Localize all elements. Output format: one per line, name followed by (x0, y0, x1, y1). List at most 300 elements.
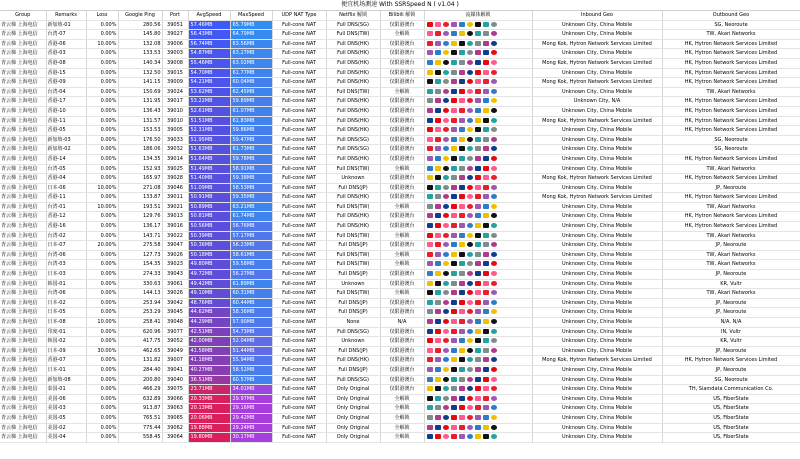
streaming-service-icon (435, 434, 441, 439)
cell-bilibili: 全解锁 (380, 231, 424, 241)
cell-inbound-geo: Unknown City, China Mobile (532, 385, 662, 395)
cell-remarks: 台湾-02 (46, 231, 86, 241)
streaming-service-icon (435, 348, 441, 353)
cell-loss: 0.00% (86, 106, 118, 116)
streaming-service-icon (443, 137, 449, 142)
streaming-service-icon (459, 89, 465, 94)
cell-outbound-geo: TW, Akari Networks (662, 202, 800, 212)
cell-streaming (424, 356, 532, 366)
streaming-service-icon (491, 386, 497, 391)
cell-port: 39064 (162, 433, 188, 443)
streaming-service-icon (443, 194, 449, 199)
streaming-service-icon (427, 70, 433, 75)
streaming-service-icon (483, 60, 489, 65)
streaming-service-icon (491, 271, 497, 276)
streaming-service-icon (427, 386, 433, 391)
streaming-service-icon (475, 367, 481, 372)
cell-loss: 0.00% (86, 164, 118, 174)
table-row (0, 260, 800, 270)
cell-ping: 141.15 (118, 78, 162, 88)
cell-loss: 0.00% (86, 97, 118, 107)
streaming-service-icon (435, 415, 441, 420)
cell-max-speed: 61.07MB (230, 106, 272, 116)
streaming-service-icon (443, 175, 449, 180)
streaming-service-icon (483, 41, 489, 46)
cell-streaming (424, 58, 532, 68)
streaming-service-icon (483, 50, 489, 55)
streaming-service-icon (491, 137, 497, 142)
cell-streaming (424, 135, 532, 145)
cell-port: 39065 (162, 413, 188, 423)
streaming-service-icon (451, 223, 457, 228)
col-header-udp-nat-type: UDP NAT Type (272, 11, 326, 20)
cell-inbound-geo: Unknown City, China Mobile (532, 298, 662, 308)
cell-remarks: 香港-05 (46, 126, 86, 136)
streaming-service-icon (467, 338, 473, 343)
table-row (0, 154, 800, 164)
cell-outbound-geo: HK, Hytron Network Services Limited (662, 49, 800, 59)
streaming-service-icon (491, 405, 497, 410)
streaming-service-icon (435, 98, 441, 103)
streaming-service-icon (467, 415, 473, 420)
streaming-service-icon (475, 213, 481, 218)
streaming-service-icon (427, 137, 433, 142)
cell-max-speed: 30.17MB (230, 433, 272, 443)
cell-group: 青云梯 上海电信 (0, 279, 46, 289)
table-row (0, 174, 800, 184)
cell-port: 39013 (162, 212, 188, 222)
cell-bilibili: 仅限港澳台 (380, 222, 424, 232)
cell-inbound-geo: Unknown City, China Mobile (532, 164, 662, 174)
streaming-service-icon (467, 22, 473, 27)
streaming-service-icon (467, 396, 473, 401)
cell-bilibili: 全解锁 (380, 87, 424, 97)
cell-avg-speed: 49.10MB (188, 289, 230, 299)
streaming-service-icon (427, 281, 433, 286)
streaming-service-icon (491, 194, 497, 199)
streaming-service-icon (443, 329, 449, 334)
streaming-service-icon (443, 348, 449, 353)
streaming-service-icon (483, 309, 489, 314)
cell-group: 青云梯 上海电信 (0, 106, 46, 116)
cell-netflix: Unknown (326, 279, 380, 289)
streaming-service-icon (459, 300, 465, 305)
cell-max-speed: 59.38MB (230, 174, 272, 184)
cell-bilibili: 仅限港澳台 (380, 135, 424, 145)
cell-outbound-geo: HK, Hytron Network Services Limited (662, 126, 800, 136)
streaming-service-icon (467, 357, 473, 362)
streaming-service-icon (435, 377, 441, 382)
streaming-service-icon (467, 386, 473, 391)
streaming-service-icon (491, 434, 497, 439)
cell-ping: 775.44 (118, 423, 162, 433)
cell-bilibili: 仅限港澳台 (380, 116, 424, 126)
cell-port: 39048 (162, 318, 188, 328)
streaming-service-icon (467, 146, 473, 151)
streaming-service-icon (459, 252, 465, 257)
streaming-service-icon (435, 242, 441, 247)
cell-inbound-geo: Unknown City, China Mobile (532, 260, 662, 270)
streaming-service-icon (459, 166, 465, 171)
cell-avg-speed: 20.13MB (188, 404, 230, 414)
cell-netflix: Full DNS(JP) (326, 270, 380, 280)
cell-max-speed: 58.61MB (230, 250, 272, 260)
cell-nat-type: Full-cone NAT (272, 250, 326, 260)
table-row (0, 298, 800, 308)
cell-bilibili: 仅限港澳台 (380, 308, 424, 318)
cell-ping: 143.71 (118, 231, 162, 241)
streaming-service-icon (467, 175, 473, 180)
cell-bilibili: 仅限港澳台 (380, 20, 424, 30)
streaming-service-icon (491, 242, 497, 247)
cell-group: 青云梯 上海电信 (0, 39, 46, 49)
cell-loss: 0.00% (86, 126, 118, 136)
streaming-service-icon (475, 204, 481, 209)
cell-nat-type: Full-cone NAT (272, 356, 326, 366)
streaming-service-icon (443, 252, 449, 257)
cell-group: 青云梯 上海电信 (0, 174, 46, 184)
cell-max-speed: 59.89MB (230, 97, 272, 107)
streaming-service-icon (451, 242, 457, 247)
cell-max-speed: 29.97MB (230, 394, 272, 404)
table-row (0, 145, 800, 155)
cell-avg-speed: 50.18MB (188, 250, 230, 260)
cell-port: 39007 (162, 356, 188, 366)
cell-bilibili: 仅限港澳台 (380, 327, 424, 337)
cell-max-speed: 58.36MB (230, 308, 272, 318)
streaming-service-icon (443, 357, 449, 362)
streaming-service-icon (427, 41, 433, 46)
streaming-service-icon (475, 396, 481, 401)
streaming-service-icon (459, 60, 465, 65)
cell-outbound-geo: SG, Neoroute (662, 20, 800, 30)
streaming-service-icon (451, 329, 457, 334)
cell-avg-speed: 51.63MB (188, 145, 230, 155)
streaming-service-icon (451, 425, 457, 430)
cell-netflix: Only Original (326, 394, 380, 404)
streaming-service-icon (491, 300, 497, 305)
cell-streaming (424, 423, 532, 433)
cell-max-speed: 59.47MB (230, 135, 272, 145)
cell-ping: 253.94 (118, 298, 162, 308)
cell-outbound-geo: JP, Neoroute (662, 270, 800, 280)
col-header-remarks: Remarks (46, 11, 86, 20)
cell-remarks: 香港-09 (46, 78, 86, 88)
table-row (0, 183, 800, 193)
streaming-service-icon (451, 31, 457, 36)
table-row (0, 106, 800, 116)
cell-loss: 10.00% (86, 183, 118, 193)
streaming-service-icon (435, 194, 441, 199)
streaming-service-icon (491, 233, 497, 238)
cell-nat-type: Full-cone NAT (272, 126, 326, 136)
col-header-inbound-geo: Inbound Geo (532, 11, 662, 20)
cell-streaming (424, 260, 532, 270)
cell-netflix: Full DNS(SG) (326, 135, 380, 145)
cell-group: 青云梯 上海电信 (0, 433, 46, 443)
streaming-service-icon (467, 290, 473, 295)
streaming-service-icon (443, 290, 449, 295)
streaming-service-icon (451, 309, 457, 314)
cell-inbound-geo: Mong Kok, Hytron Network Services Limited (532, 78, 662, 88)
cell-inbound-geo: Unknown City, China Mobile (532, 250, 662, 260)
cell-netflix: Full DNS(TW) (326, 202, 380, 212)
cell-remarks: 台湾-01 (46, 202, 86, 212)
cell-group: 青云梯 上海电信 (0, 385, 46, 395)
streaming-service-icon (435, 118, 441, 123)
cell-max-speed: 58.53MB (230, 183, 272, 193)
cell-avg-speed: 40.27MB (188, 365, 230, 375)
streaming-service-icon (491, 319, 497, 324)
cell-loss: 0.00% (86, 279, 118, 289)
cell-bilibili: 仅限港澳台 (380, 346, 424, 356)
streaming-service-icon (427, 98, 433, 103)
streaming-service-icon (427, 22, 433, 27)
cell-port: 39075 (162, 385, 188, 395)
cell-streaming (424, 241, 532, 251)
cell-netflix: Full DNS(HK) (326, 106, 380, 116)
cell-inbound-geo: Unknown City, China Mobile (532, 202, 662, 212)
cell-nat-type: Full-cone NAT (272, 30, 326, 40)
streaming-service-icon (451, 118, 457, 123)
streaming-service-icon (451, 89, 457, 94)
cell-bilibili: 仅限港澳台 (380, 270, 424, 280)
cell-avg-speed: 54.87MB (188, 49, 230, 59)
streaming-service-icon (451, 405, 457, 410)
cell-remarks: 新加坡-02 (46, 145, 86, 155)
cell-remarks: 台湾-05 (46, 164, 86, 174)
cell-group: 青云梯 上海电信 (0, 164, 46, 174)
cell-remarks: 香港-12 (46, 212, 86, 222)
cell-port: 39047 (162, 241, 188, 251)
cell-outbound-geo: TW, Akari Networks (662, 30, 800, 40)
cell-group: 青云梯 上海电信 (0, 212, 46, 222)
cell-max-speed: 61.73MB (230, 145, 272, 155)
streaming-service-icon (443, 396, 449, 401)
streaming-service-icon (475, 261, 481, 266)
streaming-service-icon (475, 194, 481, 199)
cell-outbound-geo: JP, Neoroute (662, 241, 800, 251)
streaming-service-icon (467, 261, 473, 266)
streaming-service-icon (443, 156, 449, 161)
table-row (0, 231, 800, 241)
streaming-service-icon (483, 22, 489, 27)
streaming-service-icon (427, 127, 433, 132)
cell-group: 青云梯 上海电信 (0, 116, 46, 126)
streaming-service-icon (491, 338, 497, 343)
cell-nat-type: Full-cone NAT (272, 327, 326, 337)
streaming-service-icon (475, 300, 481, 305)
cell-inbound-geo: Unknown City, China Mobile (532, 413, 662, 423)
cell-max-speed: 59.86MB (230, 126, 272, 136)
cell-bilibili: N/A (380, 318, 424, 328)
streaming-service-icon (443, 261, 449, 266)
cell-loss: 0.00% (86, 394, 118, 404)
streaming-service-icon (491, 204, 497, 209)
cell-max-speed: 59.35MB (230, 193, 272, 203)
cell-port: 39032 (162, 145, 188, 155)
cell-avg-speed: 51.64MB (188, 154, 230, 164)
cell-streaming (424, 327, 532, 337)
streaming-service-icon (483, 281, 489, 286)
cell-streaming (424, 289, 532, 299)
cell-avg-speed: 41.58MB (188, 346, 230, 356)
streaming-service-icon (483, 118, 489, 123)
table-row (0, 202, 800, 212)
streaming-service-icon (475, 309, 481, 314)
cell-outbound-geo: TW, Akari Networks (662, 164, 800, 174)
streaming-service-icon (467, 98, 473, 103)
cell-max-speed: 63.27MB (230, 49, 272, 59)
cell-nat-type: Full-cone NAT (272, 298, 326, 308)
cell-nat-type: Full-cone NAT (272, 279, 326, 289)
streaming-service-icon (483, 185, 489, 190)
streaming-service-icon (483, 348, 489, 353)
streaming-service-icon (435, 127, 441, 132)
streaming-service-icon (451, 166, 457, 171)
cell-bilibili: 全解锁 (380, 433, 424, 443)
cell-remarks: 美国-05 (46, 413, 86, 423)
streaming-service-icon (475, 348, 481, 353)
cell-bilibili: 仅限港澳台 (380, 356, 424, 366)
cell-inbound-geo: Mong Kok, Hytron Network Services Limited (532, 58, 662, 68)
streaming-service-icon (483, 434, 489, 439)
table-row (0, 116, 800, 126)
streaming-service-icon (451, 204, 457, 209)
streaming-service-icon (475, 233, 481, 238)
cell-netflix: Full DNS(HK) (326, 39, 380, 49)
streaming-service-icon (443, 31, 449, 36)
cell-outbound-geo: US, FiberState (662, 423, 800, 433)
cell-loss: 0.00% (86, 116, 118, 126)
cell-outbound-geo: SG, Neoroute (662, 135, 800, 145)
streaming-service-icon (491, 108, 497, 113)
cell-port: 39010 (162, 116, 188, 126)
cell-netflix: Only Original (326, 404, 380, 414)
cell-loss: 0.00% (86, 154, 118, 164)
cell-avg-speed: 19.88MB (188, 423, 230, 433)
cell-loss: 0.00% (86, 193, 118, 203)
streaming-service-icon (483, 396, 489, 401)
streaming-service-icon (427, 233, 433, 238)
cell-netflix: None (326, 318, 380, 328)
streaming-service-icon (435, 204, 441, 209)
streaming-service-icon (475, 386, 481, 391)
streaming-service-icon (459, 348, 465, 353)
cell-netflix: Full DNS(HK) (326, 193, 380, 203)
streaming-service-icon (467, 79, 473, 84)
streaming-service-icon (467, 348, 473, 353)
streaming-service-icon (491, 377, 497, 382)
cell-nat-type: Full-cone NAT (272, 193, 326, 203)
streaming-service-icon (491, 348, 497, 353)
streaming-service-icon (443, 185, 449, 190)
streaming-service-icon (475, 166, 481, 171)
streaming-service-icon (427, 252, 433, 257)
cell-netflix: Unknown (326, 337, 380, 347)
cell-nat-type: Full-cone NAT (272, 68, 326, 78)
streaming-service-icon (427, 223, 433, 228)
streaming-service-icon (459, 41, 465, 46)
cell-remarks: 印度-01 (46, 327, 86, 337)
streaming-service-icon (483, 329, 489, 334)
cell-netflix: Full DNS(HK) (326, 126, 380, 136)
streaming-service-icon (443, 89, 449, 94)
cell-netflix: Full DNS(TW) (326, 289, 380, 299)
streaming-service-icon (435, 213, 441, 218)
cell-remarks: 韩国-02 (46, 337, 86, 347)
cell-netflix: Full DNS(SG) (326, 375, 380, 385)
streaming-service-icon (491, 89, 497, 94)
cell-ping: 165.97 (118, 174, 162, 184)
cell-inbound-geo: Unknown City, China Mobile (532, 20, 662, 30)
streaming-service-icon (435, 386, 441, 391)
table-row (0, 423, 800, 433)
cell-ping: 140.34 (118, 58, 162, 68)
cell-loss: 10.00% (86, 39, 118, 49)
cell-outbound-geo: HK, Hytron Network Services Limited (662, 174, 800, 184)
streaming-service-icon (427, 434, 433, 439)
cell-loss: 0.00% (86, 433, 118, 443)
streaming-service-icon (451, 377, 457, 382)
cell-streaming (424, 154, 532, 164)
streaming-service-icon (467, 367, 473, 372)
cell-netflix: Full DNS(JP) (326, 346, 380, 356)
streaming-service-icon (427, 166, 433, 171)
streaming-service-icon (467, 118, 473, 123)
streaming-service-icon (491, 185, 497, 190)
cell-loss: 0.00% (86, 30, 118, 40)
streaming-service-icon (475, 31, 481, 36)
cell-nat-type: Full-cone NAT (272, 174, 326, 184)
results-table (0, 11, 800, 443)
cell-ping: 274.33 (118, 270, 162, 280)
cell-port: 39033 (162, 135, 188, 145)
cell-avg-speed: 57.46MB (188, 20, 230, 30)
streaming-service-icon (459, 271, 465, 276)
streaming-service-icon (491, 127, 497, 132)
cell-inbound-geo: Mong Kok, Hytron Network Services Limited (532, 116, 662, 126)
cell-inbound-geo: Unknown City, China Mobile (532, 423, 662, 433)
streaming-service-icon (435, 223, 441, 228)
streaming-service-icon (467, 70, 473, 75)
streaming-service-icon (475, 405, 481, 410)
streaming-service-icon (459, 175, 465, 180)
cell-group: 青云梯 上海电信 (0, 68, 46, 78)
table-row (0, 318, 800, 328)
cell-streaming (424, 385, 532, 395)
cell-streaming (424, 212, 532, 222)
cell-remarks: 日本-02 (46, 298, 86, 308)
streaming-service-icon (483, 194, 489, 199)
cell-remarks: 香港-10 (46, 106, 86, 116)
cell-bilibili: 仅限港澳台 (380, 58, 424, 68)
streaming-service-icon (459, 137, 465, 142)
cell-bilibili: 仅限港澳台 (380, 78, 424, 88)
streaming-service-icon (435, 185, 441, 190)
cell-port: 39010 (162, 106, 188, 116)
streaming-service-icon (443, 242, 449, 247)
cell-avg-speed: 51.49MB (188, 164, 230, 174)
cell-avg-speed: 52.61MB (188, 106, 230, 116)
cell-remarks: 台湾-03 (46, 260, 86, 270)
cell-avg-speed: 50.91MB (188, 193, 230, 203)
streaming-service-icon (427, 175, 433, 180)
cell-ping: 136.43 (118, 106, 162, 116)
cell-outbound-geo: TW, Akari Networks (662, 289, 800, 299)
cell-streaming (424, 78, 532, 88)
cell-bilibili: 仅限港澳台 (380, 241, 424, 251)
